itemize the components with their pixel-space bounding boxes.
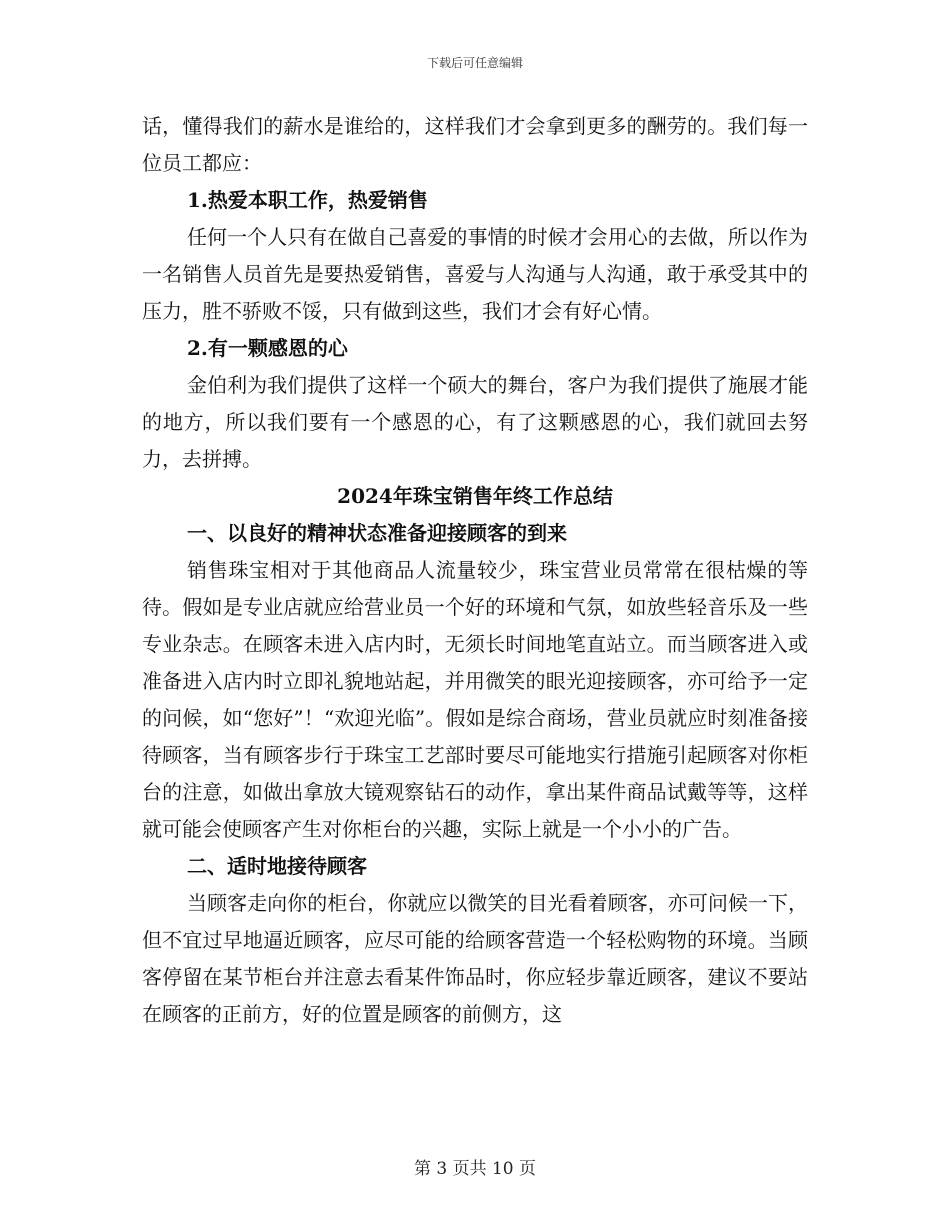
subheading-love-work: 1.热爱本职工作，热爱销售 xyxy=(187,188,428,212)
document-body xyxy=(142,108,808,1033)
paragraph-love-work: 任何一个人只有在做自己喜爱的事情的时候才会用心的去做，所以作为一名销售人员首先是要热爱销售，喜爱与人沟通与人沟通，敢于承受其中的压力，胜不骄败不馁，只有做到这些，我们才会有好心情。 xyxy=(142,225,808,323)
paragraph-continued: 话，懂得我们的薪水是谁给的，这样我们才会拿到更多的酬劳的。我们每一位员工都应： xyxy=(142,114,808,175)
section-heading-2: 二、适时地接待顾客 xyxy=(187,854,367,878)
paragraph-section-1: 销售珠宝相对于其他商品人流量较少，珠宝营业员常常在很枯燥的等待。假如是专业店就应给营业员一个好的环境和气氛，如放些轻音乐及一些专业杂志。在顾客未进入店内时，无须长时间地笔直站立。而当顾客进入或准备进入店内时立即礼貌地站起，并用微笑的眼光迎接顾客，亦可给予一定的问候，如“您好”！“欢迎光临”。假如是综合商场，营业员就应时刻准备接待顾客，当有顾客步行于珠宝工艺部时要尽可能地实行措施引起顾客对你柜台的注意，如做出拿放大镜观察钻石的动作，拿出某件商品试戴等等，这样就可能会使顾客产生对你柜台的兴趣，实际上就是一个小小的广告。 xyxy=(142,558,808,841)
section-title: 2024年珠宝销售年终工作总结 xyxy=(337,484,613,508)
page-footer: 第 3 页共 10 页 xyxy=(413,1159,537,1179)
paragraph-section-2: 当顾客走向你的柜台，你就应以微笑的目光看着顾客，亦可问候一下，但不宜过早地逼近顾客，应尽可能的给顾客营造一个轻松购物的环境。当顾客停留在某节柜台并注意去看某件饰品时，你应轻步靠近顾客，建议不要站在顾客的正前方，好的位置是顾客的前侧方，这 xyxy=(142,891,808,1026)
page-header: 下载后可任意编辑 xyxy=(426,56,523,70)
subheading-gratitude: 2.有一颗感恩的心 xyxy=(187,336,348,360)
paragraph-gratitude: 金伯利为我们提供了这样一个硕大的舞台，客户为我们提供了施展才能的地方，所以我们要有一个感恩的心，有了这颗感恩的心，我们就回去努力，去拼搏。 xyxy=(142,373,808,471)
section-heading-1: 一、以良好的精神状态准备迎接顾客的到来 xyxy=(187,521,567,545)
